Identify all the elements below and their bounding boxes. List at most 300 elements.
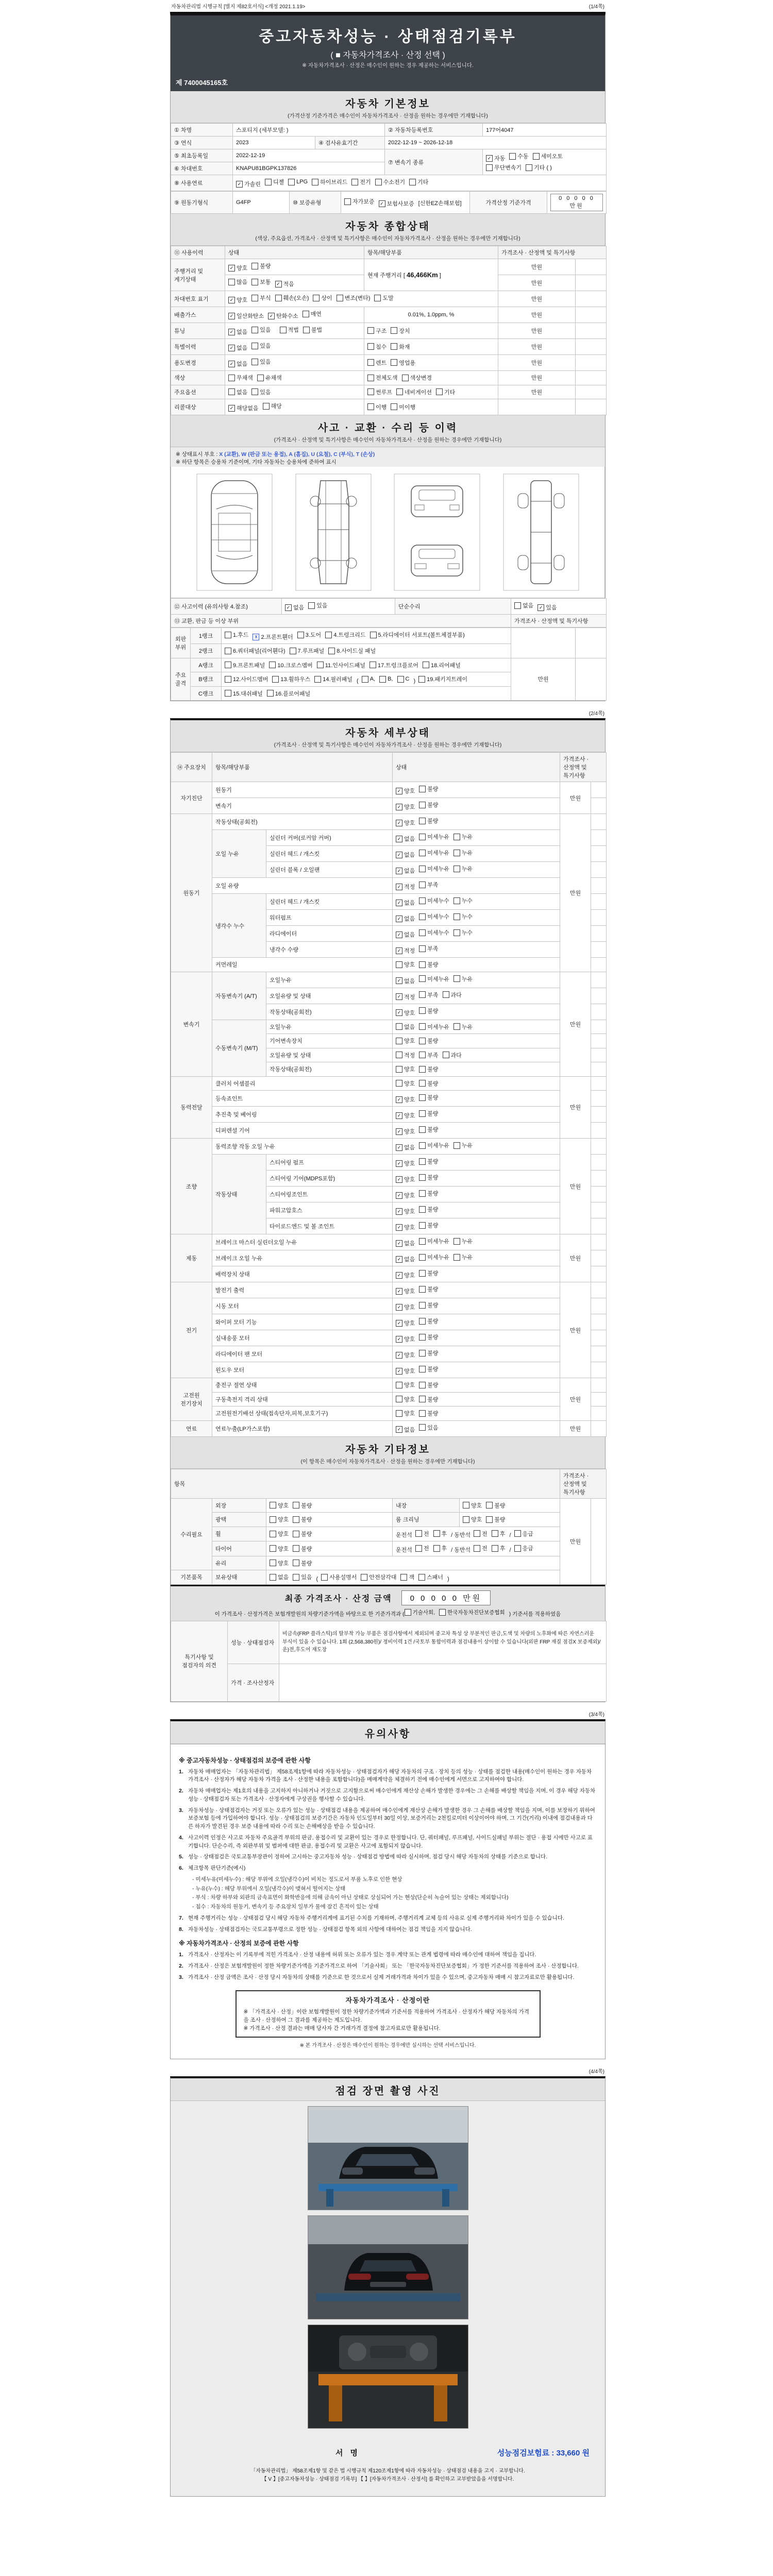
checkbox-양호[interactable] xyxy=(396,1111,415,1120)
item-label: 원동기 xyxy=(212,782,393,798)
checked-checkbox-icon xyxy=(396,1426,402,1433)
signature-row xyxy=(171,2434,605,2463)
checkbox-누유[interactable] xyxy=(453,975,473,983)
checkbox-양호[interactable] xyxy=(396,819,415,827)
checkbox-양호[interactable] xyxy=(396,787,415,795)
checkbox-있음[interactable] xyxy=(251,342,271,350)
checkbox-응급[interactable] xyxy=(514,1530,533,1538)
checkbox-유채색[interactable] xyxy=(257,374,282,382)
checkbox-가솔린[interactable] xyxy=(236,180,261,188)
checkbox-양호[interactable] xyxy=(396,960,415,969)
checkbox-훼손(오손)[interactable] xyxy=(275,294,309,302)
checkbox-없음[interactable] xyxy=(228,388,247,396)
checkbox-있음[interactable] xyxy=(251,388,271,396)
checkbox-불량[interactable] xyxy=(419,1173,438,1181)
checkbox-영업용[interactable] xyxy=(391,359,415,367)
checkbox-19.패키지트레이[interactable] xyxy=(418,675,467,683)
checked-checkbox-icon xyxy=(396,993,402,1000)
unchecked-checkbox-icon xyxy=(225,662,231,668)
checkbox-16.플로어패널[interactable] xyxy=(267,689,310,698)
checkbox-누수[interactable] xyxy=(453,896,473,905)
checkbox-많음[interactable] xyxy=(228,278,247,286)
checkbox-누유[interactable] xyxy=(453,1141,473,1149)
checkbox-불량[interactable] xyxy=(419,1079,438,1088)
checkbox-양호[interactable] xyxy=(396,1271,415,1279)
checkbox-불량[interactable] xyxy=(419,1333,438,1341)
checkbox-부족[interactable] xyxy=(419,944,438,953)
checkbox-label: 12.사이드멤버 xyxy=(233,676,268,683)
remark-cell xyxy=(591,1123,607,1139)
checkbox-없음[interactable] xyxy=(396,835,415,843)
checkbox-C[interactable] xyxy=(397,676,410,683)
checkbox-응급[interactable] xyxy=(514,1544,533,1552)
checkbox-17.트렁크플로어[interactable] xyxy=(369,661,418,669)
checkbox-label: 후 xyxy=(441,1531,447,1537)
checkbox-양호[interactable] xyxy=(396,1287,415,1295)
checkbox-불량[interactable] xyxy=(419,1205,438,1213)
detail-row xyxy=(171,1420,607,1436)
inspector-comments-table xyxy=(171,1621,607,1702)
unchecked-checkbox-icon xyxy=(415,1545,422,1552)
checkbox-부족[interactable] xyxy=(419,1051,438,1059)
price-cell: 만원 xyxy=(498,385,576,399)
checkbox-한국자동차진단보증협회[interactable] xyxy=(439,1608,505,1616)
checkbox-label: 영업용 xyxy=(399,360,416,366)
unchecked-checkbox-icon xyxy=(400,1574,407,1581)
inline-text: / xyxy=(509,1547,511,1553)
checked-checkbox-icon xyxy=(396,868,402,874)
checkbox-양호[interactable] xyxy=(396,1037,415,1045)
checkbox-불량[interactable] xyxy=(419,1269,438,1277)
unchecked-checkbox-icon xyxy=(419,1410,426,1417)
checkbox-미세누수[interactable] xyxy=(419,928,449,937)
checkbox-적정[interactable] xyxy=(396,993,415,1001)
checkbox-불량[interactable] xyxy=(486,1515,505,1523)
checkbox-양호[interactable] xyxy=(396,803,415,811)
checkbox-없음[interactable] xyxy=(396,851,415,859)
checkbox-불량[interactable] xyxy=(419,1065,438,1073)
checkbox-하이브리드[interactable] xyxy=(312,178,347,186)
checkbox-8.사이드실 패널[interactable] xyxy=(328,647,376,655)
checkbox-14.필러패널[interactable] xyxy=(314,675,352,683)
checked-checkbox-icon xyxy=(228,265,235,272)
checkbox-보험사보증[interactable] xyxy=(379,199,414,208)
checkbox-렌트[interactable] xyxy=(367,359,386,367)
detail-row xyxy=(171,878,607,894)
checkbox-없음[interactable] xyxy=(514,601,533,609)
checkbox-LPG[interactable] xyxy=(288,179,308,185)
checkbox-양호[interactable] xyxy=(228,264,247,272)
checkbox-누수[interactable] xyxy=(453,912,473,921)
checkbox-4.트렁크리드[interactable] xyxy=(325,631,365,639)
checkbox-수동[interactable] xyxy=(509,152,528,160)
unchecked-checkbox-icon xyxy=(396,1038,402,1044)
checkbox-양호[interactable] xyxy=(270,1559,289,1567)
checkbox-label: 5.라디에이터 서포트(볼트체결부품) xyxy=(378,632,465,638)
checkbox-양호[interactable] xyxy=(396,1319,415,1327)
checkbox-기타[interactable] xyxy=(409,178,428,186)
checkbox-없음[interactable] xyxy=(270,1573,289,1581)
note-sub-item: - 침수 : 자동차의 원동기, 변속기 등 주요장치 일부가 물에 잠긴 흔적이 있는 상태 xyxy=(192,1904,379,1910)
checkbox-13.휠하우스[interactable] xyxy=(272,675,310,683)
checkbox-잭[interactable] xyxy=(400,1573,414,1581)
checkbox-양호[interactable] xyxy=(396,1303,415,1311)
checkbox-없음[interactable] xyxy=(228,360,247,368)
checkbox-없음[interactable] xyxy=(396,1255,415,1263)
checkbox-label: 과다 xyxy=(450,1052,462,1059)
checkbox-사용설명서[interactable] xyxy=(321,1573,357,1581)
checkbox-후[interactable] xyxy=(433,1530,447,1538)
checkbox-불량[interactable] xyxy=(419,817,438,825)
checkbox-없음[interactable] xyxy=(396,1023,415,1031)
checkbox-양호[interactable] xyxy=(396,1409,415,1417)
checkbox-미세누유[interactable] xyxy=(419,975,449,983)
checkbox-불량[interactable] xyxy=(293,1530,312,1538)
checkbox-자동[interactable] xyxy=(486,154,505,162)
checkbox-불량[interactable] xyxy=(419,960,438,969)
checkbox-불량[interactable] xyxy=(419,1349,438,1357)
car-front-rear-view-diagram[interactable] xyxy=(393,473,481,591)
panel-rank-table xyxy=(171,628,607,701)
checkbox-11.인사이드패널[interactable] xyxy=(317,661,365,669)
checkbox-1.후드[interactable] xyxy=(225,631,248,639)
checkbox-불량[interactable] xyxy=(419,1125,438,1133)
checkbox-불량[interactable] xyxy=(419,1381,438,1389)
unchecked-checkbox-icon xyxy=(344,198,351,205)
checkbox-양호[interactable] xyxy=(270,1530,289,1538)
unchecked-checkbox-icon xyxy=(463,1516,469,1523)
checkbox-label: 수동 xyxy=(517,154,529,160)
checkbox-양호[interactable] xyxy=(396,1191,415,1199)
checkbox-양호[interactable] xyxy=(270,1515,289,1523)
checkbox-label: 부식 xyxy=(260,295,271,301)
checkbox-label: 불량 xyxy=(427,1396,439,1403)
checkbox-전[interactable] xyxy=(415,1530,429,1538)
checkbox-불량[interactable] xyxy=(419,1301,438,1309)
checkbox-있음[interactable] xyxy=(293,1573,312,1581)
checkbox-미세누유[interactable] xyxy=(419,1023,449,1031)
checkbox-label: 없음 xyxy=(404,1024,415,1030)
checkbox-불량[interactable] xyxy=(293,1559,312,1567)
checkbox-탄화수소[interactable] xyxy=(268,312,298,320)
checkbox-썬루프[interactable] xyxy=(367,388,392,396)
checkbox-적정[interactable] xyxy=(396,946,415,955)
checkbox-기타[interactable] xyxy=(436,388,455,396)
checkbox-수소전기[interactable] xyxy=(375,178,406,186)
checkbox-불량[interactable] xyxy=(293,1501,312,1510)
state-options xyxy=(393,846,560,862)
inspection-photo-front[interactable] xyxy=(308,2106,468,2210)
checkbox-있음[interactable] xyxy=(251,326,271,334)
checkbox-있음[interactable] xyxy=(419,1423,438,1432)
checkbox-label: 전 xyxy=(423,1531,429,1537)
checkbox-불량[interactable] xyxy=(419,1093,438,1101)
checkbox-불량[interactable] xyxy=(419,1285,438,1293)
sub-group-label: 오일 누유 xyxy=(212,830,266,878)
footer-line-2: 【 V 】[중고자동차성능 · 상태점검 기록부] 【 】[자동차가격조사 · 산정서] 를 확인하고 교부받았음을 서명합니다. xyxy=(261,2477,514,2483)
checkbox-자가보증[interactable] xyxy=(344,197,375,206)
checkbox-이행[interactable] xyxy=(367,403,386,411)
checkbox-양호[interactable] xyxy=(396,1335,415,1343)
checkbox-불량[interactable] xyxy=(486,1501,505,1510)
checkbox-화재[interactable] xyxy=(391,343,410,351)
checkbox-부식[interactable] xyxy=(251,294,271,302)
unchecked-checkbox-icon xyxy=(419,1382,426,1388)
table-row xyxy=(171,658,607,672)
checkbox-미세누유[interactable] xyxy=(419,849,449,857)
checkbox-불량[interactable] xyxy=(419,1109,438,1117)
device-label-전기: 전기 xyxy=(171,1282,212,1378)
checkbox-양호[interactable] xyxy=(396,1009,415,1017)
checkbox-있음[interactable] xyxy=(308,601,327,609)
checkbox-양호[interactable] xyxy=(396,1127,415,1136)
checkbox-미세누유[interactable] xyxy=(419,833,449,841)
checkbox-누유[interactable] xyxy=(453,849,473,857)
checkbox-누유[interactable] xyxy=(453,865,473,873)
checkbox-없음[interactable] xyxy=(396,914,415,923)
checkbox-label: 기타 xyxy=(417,179,429,185)
unchecked-checkbox-icon xyxy=(228,375,235,381)
checkbox-미세누유[interactable] xyxy=(419,1253,449,1261)
checkbox-불법[interactable] xyxy=(303,326,322,334)
checkbox-없음[interactable] xyxy=(396,1143,415,1151)
checkbox-A,[interactable] xyxy=(362,676,375,683)
table-row xyxy=(171,124,607,137)
checkbox-없음[interactable] xyxy=(396,930,415,939)
checkbox-불량[interactable] xyxy=(419,1365,438,1373)
checkbox-미이행[interactable] xyxy=(391,403,415,411)
checkbox-미세누유[interactable] xyxy=(419,865,449,873)
checkbox-침수[interactable] xyxy=(367,343,386,351)
checkbox-불량[interactable] xyxy=(293,1515,312,1523)
checkbox-전[interactable] xyxy=(474,1544,488,1552)
checkbox-3.도어[interactable] xyxy=(297,631,321,639)
checkbox-15.대쉬패널[interactable] xyxy=(225,689,263,698)
checkbox-양호[interactable] xyxy=(396,1079,415,1088)
checkbox-양호[interactable] xyxy=(228,296,247,304)
checkbox-구조[interactable] xyxy=(367,327,386,335)
checkbox-부족[interactable] xyxy=(419,880,438,889)
checkbox-도말[interactable] xyxy=(374,294,393,302)
checkbox-후[interactable] xyxy=(492,1544,506,1552)
car-top-view-diagram[interactable] xyxy=(196,473,273,591)
checkbox-label: 미세누수 xyxy=(427,930,449,936)
unchecked-checkbox-icon xyxy=(374,295,381,301)
checkbox-전[interactable] xyxy=(474,1530,488,1538)
checkbox-양호[interactable] xyxy=(396,1381,415,1389)
checkbox-네비게이션[interactable] xyxy=(396,388,432,396)
checkbox-상이[interactable] xyxy=(313,294,332,302)
checkbox-label: 보험사보증 xyxy=(386,201,414,207)
item-label: 라디에이터 xyxy=(266,926,393,942)
checkbox-색상변경[interactable] xyxy=(402,374,432,382)
checkbox-없음[interactable] xyxy=(396,1239,415,1247)
checkbox-양호[interactable] xyxy=(396,1095,415,1104)
checkbox-없음[interactable] xyxy=(396,977,415,985)
checkbox-장치[interactable] xyxy=(391,327,410,335)
checkbox-없음[interactable] xyxy=(285,603,304,612)
checkbox-불량[interactable] xyxy=(419,1189,438,1197)
checkbox-양호[interactable] xyxy=(396,1065,415,1073)
definition-text-1: ※ 「가격조사 · 산정」이란 보험개발원이 정한 차량기준가액과 기준서를 적용하여 가격조사 · 산정자가 해당 자동차의 가격을 조사 · 산정하여 그 결과를 제공하는 제도입니다. xyxy=(243,2009,529,2023)
checkbox-label: 하이브리드 xyxy=(320,179,348,185)
checkbox-label: 후 xyxy=(441,1546,447,1552)
unchecked-checkbox-icon xyxy=(397,676,404,683)
checkbox-없음[interactable] xyxy=(396,1426,415,1434)
checkbox-label: 불량 xyxy=(427,1008,439,1014)
checkbox-보통[interactable] xyxy=(251,278,271,286)
checkbox-전기[interactable] xyxy=(351,178,371,186)
checkbox-불량[interactable] xyxy=(419,785,438,793)
checkbox-양호[interactable] xyxy=(396,1159,415,1167)
checkbox-B,[interactable] xyxy=(379,676,393,683)
checkbox-양호[interactable] xyxy=(270,1545,289,1553)
checkbox-12.사이드멤버[interactable] xyxy=(225,675,268,683)
checkbox-양호[interactable] xyxy=(270,1501,289,1510)
checkbox-미세누유[interactable] xyxy=(419,1141,449,1149)
checkbox-양호[interactable] xyxy=(396,1175,415,1183)
inspection-photo-rear[interactable] xyxy=(308,2215,468,2319)
checkbox-세미오토[interactable] xyxy=(533,152,563,160)
checkbox-과다[interactable] xyxy=(443,1051,462,1059)
appraiser-label: 가격 · 조사산정자 xyxy=(228,1664,279,1701)
checkbox-양호[interactable] xyxy=(463,1515,482,1523)
simple-repair-label: 단순수리 xyxy=(395,599,511,615)
checkbox-누유[interactable] xyxy=(453,833,473,841)
checkbox-매연[interactable] xyxy=(303,310,322,318)
unchecked-checkbox-icon xyxy=(351,179,358,185)
checkbox-누유[interactable] xyxy=(453,1237,473,1245)
unchecked-checkbox-icon xyxy=(453,1023,460,1030)
checkbox-label: 도말 xyxy=(382,295,394,301)
checkbox-label: 기타 ( ) xyxy=(534,165,552,172)
checkbox-양호[interactable] xyxy=(396,1207,415,1215)
checkbox-양호[interactable] xyxy=(463,1501,482,1510)
checkbox-불량[interactable] xyxy=(419,1221,438,1229)
checkbox-디젤[interactable] xyxy=(265,178,284,186)
checkbox-후[interactable] xyxy=(492,1530,506,1538)
checkbox-불량[interactable] xyxy=(251,262,271,270)
checkbox-기술사회,[interactable] xyxy=(405,1608,435,1616)
checkbox-후[interactable] xyxy=(433,1544,447,1552)
checkbox-무단변속기[interactable] xyxy=(486,163,522,172)
car-underbody-diagram[interactable] xyxy=(502,473,580,591)
checkbox-미세누수[interactable] xyxy=(419,912,449,921)
checkbox-있음[interactable] xyxy=(537,603,557,612)
checkbox-label: 안전삼각대 xyxy=(369,1574,397,1581)
checkbox-6.쿼터패널(리어휀다)[interactable] xyxy=(225,647,285,655)
checkbox-적법[interactable] xyxy=(280,326,299,334)
remark-cell xyxy=(591,1020,607,1034)
checkbox-2.프론트휀더[interactable] xyxy=(253,633,293,641)
checkbox-7.루프패널[interactable] xyxy=(290,647,325,655)
checkbox-누유[interactable] xyxy=(453,1023,473,1031)
price-notes-list xyxy=(179,1951,597,1981)
unchecked-checkbox-icon xyxy=(419,913,426,920)
checkbox-label: 양호 xyxy=(404,1273,415,1279)
checkbox-해당[interactable] xyxy=(263,402,282,410)
use-change-options xyxy=(225,355,364,371)
car-frame-diagram[interactable] xyxy=(295,473,372,591)
checkbox-일산화탄소[interactable] xyxy=(228,312,264,320)
unchecked-checkbox-icon xyxy=(419,1424,426,1431)
checkbox-전체도색[interactable] xyxy=(367,374,398,382)
checkbox-불량[interactable] xyxy=(419,1317,438,1325)
checkbox-과다[interactable] xyxy=(443,991,462,999)
checkbox-양호[interactable] xyxy=(396,1351,415,1359)
item-label: 고전원전기배선 상태(접속단자,피복,보호기구) xyxy=(212,1406,393,1421)
checkbox-10.크로스멤버[interactable] xyxy=(269,661,312,669)
checkbox-9.프론트패널[interactable] xyxy=(225,661,265,669)
checkbox-불량[interactable] xyxy=(419,801,438,809)
checkbox-label: 양호 xyxy=(404,1209,415,1215)
price-cell: 만원 xyxy=(498,259,576,275)
checkbox-양호[interactable] xyxy=(396,1223,415,1231)
inspection-photo-underbody[interactable] xyxy=(308,2325,468,2429)
final-price-amount: 0 0 0 0 0 만원 xyxy=(401,1590,491,1605)
checkbox-18.리어패널[interactable] xyxy=(423,661,461,669)
checkbox-부족[interactable] xyxy=(419,991,438,999)
checkbox-불량[interactable] xyxy=(419,1409,438,1417)
unchecked-checkbox-icon xyxy=(293,1531,299,1537)
checkbox-label: 누수 xyxy=(461,930,473,936)
checkbox-스패너[interactable] xyxy=(418,1573,443,1581)
checked-checkbox-icon xyxy=(396,1128,402,1135)
checkbox-누유[interactable] xyxy=(453,1253,473,1261)
checkbox-무채색[interactable] xyxy=(228,374,253,382)
unchecked-checkbox-icon xyxy=(419,1206,426,1213)
checkbox-5.라디에이터 서포트(볼트체결부품)[interactable] xyxy=(370,631,465,639)
signature-label[interactable]: 서명 xyxy=(335,2449,365,2458)
checkbox-불량[interactable] xyxy=(419,1037,438,1045)
checkbox-적정[interactable] xyxy=(396,883,415,891)
checkbox-불량[interactable] xyxy=(419,1395,438,1403)
checkbox-안전삼각대[interactable] xyxy=(361,1573,396,1581)
checkbox-없음[interactable] xyxy=(396,899,415,907)
checkbox-변조(변타)[interactable] xyxy=(337,294,371,302)
polish-options xyxy=(266,1513,393,1527)
checkbox-있음[interactable] xyxy=(251,358,271,366)
detail-row xyxy=(171,1346,607,1362)
checkbox-불량[interactable] xyxy=(419,1157,438,1165)
state-codes: X (교환), W (판금 또는 용접), A (흠집), U (요철), C (부식), T (손상) xyxy=(219,451,375,457)
checkbox-기타 ( )[interactable] xyxy=(526,163,552,172)
table-row xyxy=(171,1664,607,1701)
checkbox-없음[interactable] xyxy=(228,328,247,336)
checkbox-불량[interactable] xyxy=(293,1545,312,1553)
checkbox-없음[interactable] xyxy=(396,867,415,875)
checkbox-양호[interactable] xyxy=(396,1367,415,1375)
rankB-options xyxy=(222,672,511,687)
checkbox-전[interactable] xyxy=(415,1544,429,1552)
checkbox-해당없음[interactable] xyxy=(228,404,259,412)
checkbox-없음[interactable] xyxy=(228,344,247,352)
accident-history-subtitle: (가격조사 · 산정액 및 특기사항은 매수인이 자동차가격조사 · 산정을 원하는 경우에만 기재합니다) xyxy=(274,437,502,443)
checkbox-누수[interactable] xyxy=(453,928,473,937)
item-label: 윈도우 모터 xyxy=(212,1362,393,1378)
vin-value: KNAPU81BGPK137826 xyxy=(233,162,385,175)
checked-checkbox-icon xyxy=(537,604,544,611)
state-options xyxy=(393,1020,560,1034)
checkbox-미세누수[interactable] xyxy=(419,896,449,905)
checkbox-양호[interactable] xyxy=(396,1395,415,1403)
checkbox-미세누유[interactable] xyxy=(419,1237,449,1245)
checkbox-label: 탄화수소 xyxy=(276,313,298,319)
checkbox-적음[interactable] xyxy=(275,280,294,288)
checkbox-적정[interactable] xyxy=(396,1051,415,1059)
checkbox-불량[interactable] xyxy=(419,1007,438,1015)
checkbox-label: 양호 xyxy=(237,297,248,303)
